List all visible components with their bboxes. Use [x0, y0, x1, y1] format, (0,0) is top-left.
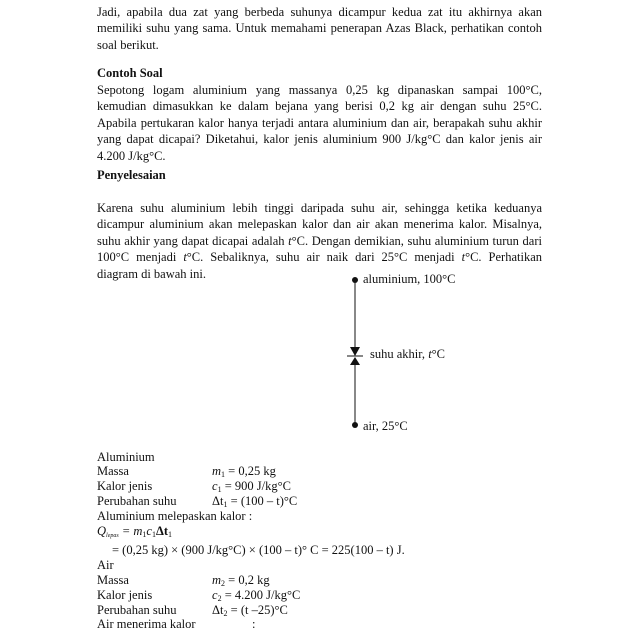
q-lepas-formula: Qlepas = $m_1c_1\Delta t_1$ [97, 524, 172, 539]
aluminium-title: Aluminium [97, 450, 155, 464]
air-menerima-colon: : [252, 617, 256, 631]
aluminium-kalor-label: Kalor jenis [97, 479, 153, 493]
aluminium-perubahan-label: Perubahan suhu [97, 494, 177, 508]
penyelesaian-text: Karena suhu aluminium lebih tinggi daripada suhu air, sehingga ketika keduanya dicampur aluminium akan melepaskan kalor dan air akan menerima kalor. Misalnya, suhu akhir yang dapat dicapai adalah t°C. Dengan demikian, suhu aluminium turun dari 100°C menjadi t°C. Sebaliknya, suhu air naik dari 25°C menjadi t°C. Perhatikan diagram di bawah ini. [97, 201, 542, 281]
air-kalor-value: $c_2 = 4.200$ J/kg°C [212, 588, 301, 603]
bottom-dot [352, 422, 358, 428]
diagram-label-air: air, 25°C [363, 419, 408, 433]
contoh-soal-text: Sepotong logam aluminium yang massanya 0,25 kg dipanaskan sampai 100°C, kemudian dimasukkan ke dalam bejana yang berisi 0,2 kg air dengan suhu 25°C. Apabila pertukaran kalor hanya terjadi antara aluminium dan air, berapakah suhu akhir yang dapat dicapai? Diketahui, kalor jenis aluminium 900 J/kg°C dan kalor jenis air 4.200 J/kg°C. [97, 83, 542, 163]
air-massa-value: $m_2 = 0,2$ kg [212, 573, 270, 588]
aluminium-massa-label: Massa [97, 464, 129, 478]
down-arrowhead [350, 347, 360, 356]
aluminium-melepas-label: Aluminium melepaskan kalor : [97, 509, 253, 523]
contoh-soal-heading: Contoh Soal [97, 66, 163, 80]
aluminium-massa-value: $m_1 = 0,25$ kg [212, 464, 276, 479]
intro-paragraph: Jadi, apabila dua zat yang berbeda suhunya dicampur kedua zat itu akhirnya akan memiliki suhu yang sama. Untuk memahami penerapan Azas Black, perhatikan contoh soal berikut. [97, 5, 542, 52]
aluminium-perubahan-value: $\Delta t_1 = (100 - t)^\circ C$ [212, 494, 298, 509]
air-perubahan-value: $\Delta t_2 = (t$ –25)°C [212, 603, 288, 618]
air-kalor-label: Kalor jenis [97, 588, 153, 602]
air-massa-label: Massa [97, 573, 129, 587]
q-lepas-calculation: = (0,25 kg) × (900 J/kg°C) × (100 – t)° C = 225(100 – t) J. [112, 543, 405, 557]
air-perubahan-label: Perubahan suhu [97, 603, 177, 617]
temperature-diagram [330, 265, 530, 440]
aluminium-kalor-value: $c_1 = 900$ J/kg°C [212, 479, 291, 494]
diagram-label-suhu-akhir: suhu akhir, t°C [370, 347, 446, 361]
air-menerima-label: Air menerima kalor [97, 617, 196, 631]
penyelesaian-heading: Penyelesaian [97, 168, 166, 182]
air-title: Air [97, 558, 114, 572]
diagram-label-aluminium: aluminium, 100°C [363, 272, 456, 286]
